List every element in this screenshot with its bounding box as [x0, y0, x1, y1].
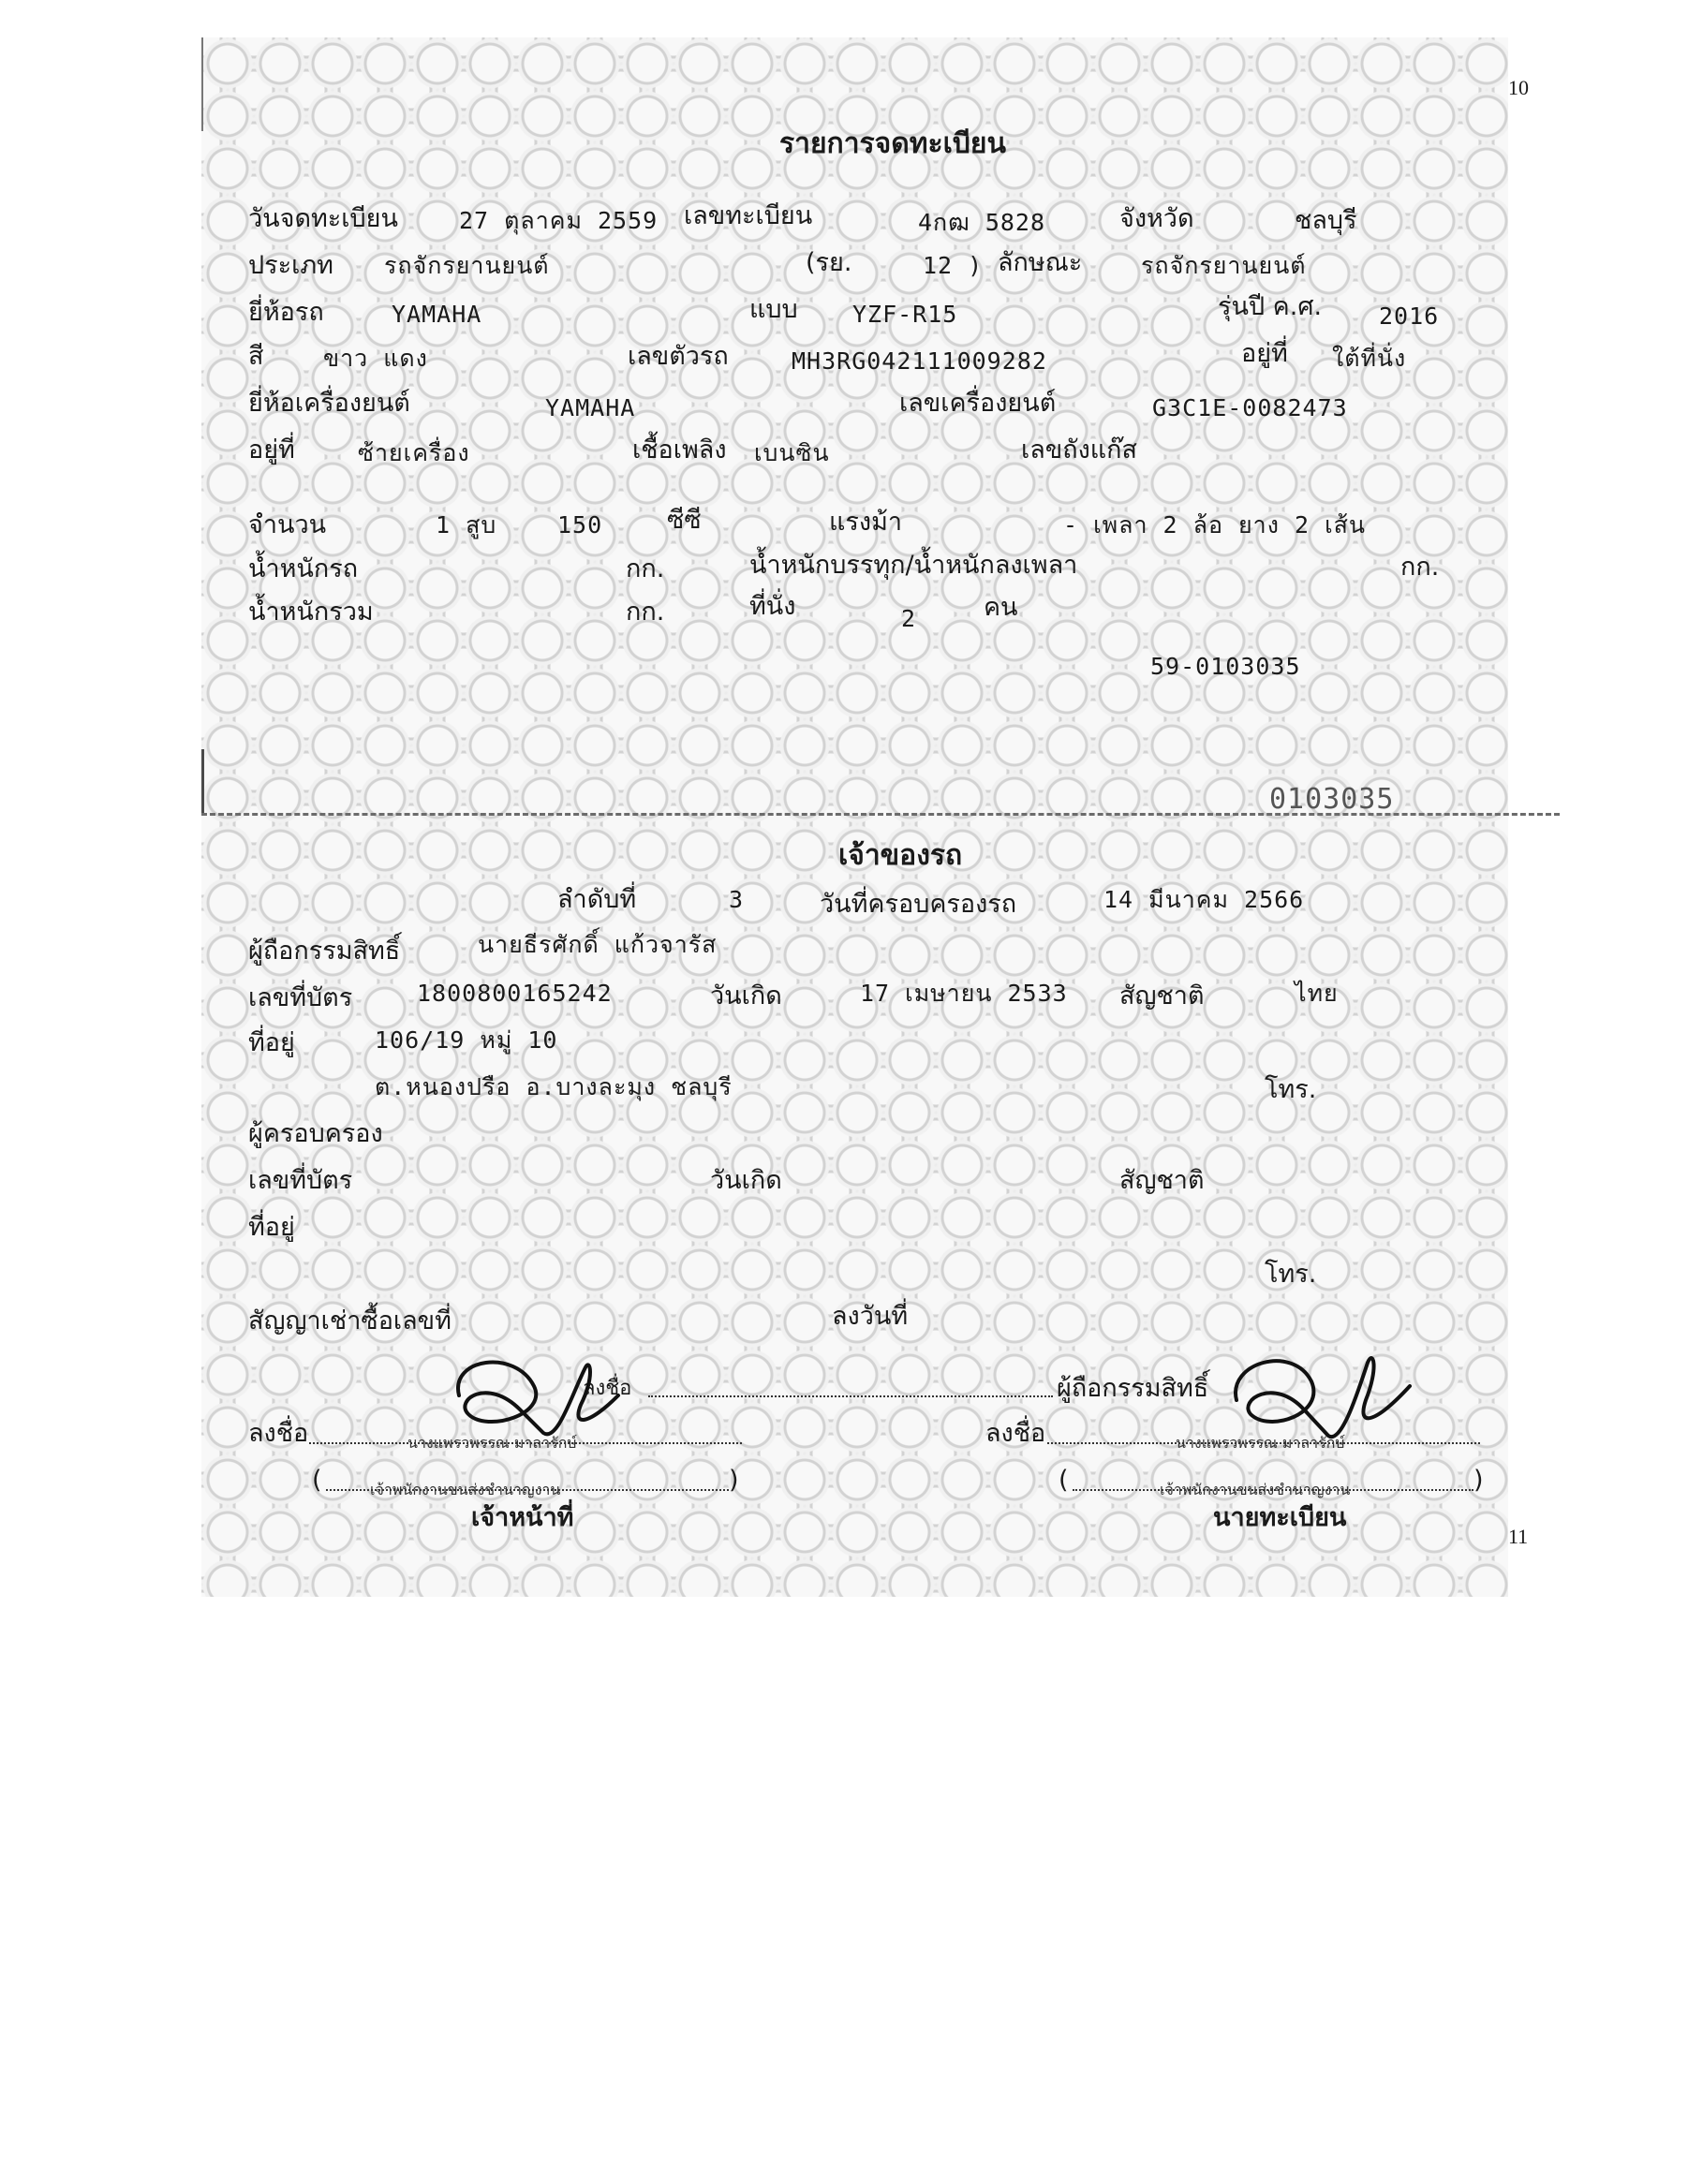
chassis-loc-label: อยู่ที่ [1241, 339, 1288, 368]
year-value: 2016 [1379, 303, 1440, 330]
gas-tank-label: เลขถังแก๊ส [1021, 435, 1137, 465]
seat-label: ที่นั่ง [749, 592, 796, 621]
phone-label: โทร. [1265, 1075, 1317, 1104]
hp-label: แรงม้า [829, 508, 903, 537]
left-close-paren: ) [729, 1466, 739, 1495]
nationality-label: สัญชาติ [1119, 981, 1205, 1011]
left-signer-role: เจ้าพนักงานขนส่งชำนาญงาน [370, 1481, 561, 1498]
dob-value: 17 เมษายน 2533 [860, 980, 1068, 1007]
year-label: รุ่นปี ค.ศ. [1218, 292, 1323, 321]
gross-weight-unit: กก. [626, 598, 665, 627]
model-label: แบบ [749, 295, 798, 324]
nationality-value: ไทย [1295, 980, 1339, 1007]
type-value: รถจักรยานยนต์ [384, 252, 550, 279]
right-sign-label: ลงชื่อ [985, 1419, 1046, 1448]
reg-date-value: 27 ตุลาคม 2559 [459, 207, 659, 234]
cut-corner-line [201, 749, 204, 815]
right-signature-image [1218, 1335, 1424, 1452]
left-sign-label: ลงชื่อ [248, 1419, 309, 1448]
id-label: เลขที่บัตร [248, 983, 353, 1012]
style-value: รถจักรยานยนต์ [1141, 252, 1307, 279]
cylinder-value: 1 สูบ [436, 511, 497, 539]
fuel-value: เบนซิน [754, 439, 830, 466]
load-label: น้ำหนักบรรทุก/น้ำหนักลงเพลา [749, 551, 1078, 580]
person-label: คน [984, 593, 1018, 622]
id-value: 1800800165242 [417, 980, 613, 1007]
owner-title: เจ้าของรถ [838, 839, 963, 872]
right-signer-name: นางแพรวพรรณ มาลารักษ์ [1176, 1434, 1345, 1452]
address-label: ที่อยู่ [248, 1028, 295, 1057]
reg-date-label: วันจดทะเบียน [248, 204, 398, 233]
right-close-paren: ) [1473, 1466, 1484, 1495]
left-signature-image [431, 1339, 637, 1452]
engine-no-value: G3C1E-0082473 [1152, 394, 1348, 421]
weight-label: น้ำหนักรถ [248, 554, 359, 583]
possessor-address-label: ที่อยู่ [248, 1213, 295, 1242]
engine-loc-value: ซ้ายเครื่อง [358, 439, 470, 466]
page-number-bottom: 11 [1508, 1525, 1529, 1548]
holder-sign-label: ลงชื่อ [583, 1377, 632, 1400]
holder-sign-dotted-line [648, 1395, 1053, 1397]
officer-title: เจ้าหน้าที่ [471, 1503, 574, 1532]
possessor-phone-label: โทร. [1265, 1260, 1317, 1289]
address-line1: 106/19 หมู่ 10 [375, 1026, 558, 1054]
type-label: ประเภท [248, 251, 333, 280]
cc-value: 150 [557, 511, 603, 539]
engine-brand-value: YAMAHA [545, 394, 636, 421]
province-value: ชลบุรี [1295, 206, 1357, 235]
chassis-loc-value: ใต้ที่นั่ง [1332, 345, 1407, 372]
color-value: ขาว แดง [323, 345, 428, 372]
engine-loc-label: อยู่ที่ [248, 435, 295, 465]
address-line2: ต.หนองปรือ อ.บางละมุง ชลบุรี [375, 1073, 733, 1100]
cc-label: ซีซี [667, 506, 702, 535]
type-code-value: 12 ) [923, 252, 984, 279]
right-signer-role: เจ้าพนักงานขนส่งชำนาญงาน [1160, 1481, 1351, 1498]
count-label: จำนวน [248, 510, 327, 539]
holder-value: นายธีรศักดิ์ แก้วจารัส [478, 931, 718, 958]
engine-brand-label: ยี่ห้อเครื่องยนต์ [248, 389, 410, 418]
possessor-id-label: เลขที่บัตร [248, 1166, 353, 1195]
fuel-label: เชื้อเพลิง [632, 435, 727, 465]
dob-label: วันเกิด [710, 981, 782, 1011]
sheet-edge [201, 37, 203, 131]
reg-no-value: 4กฒ 5828 [918, 209, 1046, 236]
contract-label: สัญญาเช่าซื้อเลขที่ [248, 1306, 452, 1335]
seat-value: 2 [901, 605, 917, 632]
contract-date-label: ลงวันที่ [832, 1302, 909, 1331]
style-label: ลักษณะ [998, 248, 1083, 277]
right-open-paren: ( [1059, 1466, 1069, 1495]
registration-title: รายการจดทะเบียน [779, 127, 1006, 160]
possessor-dob-label: วันเกิด [710, 1166, 782, 1195]
left-signer-name: นางแพรวพรรณ มาลารักษ์ [407, 1434, 577, 1452]
left-open-paren: ( [312, 1466, 322, 1495]
load-unit: กก. [1400, 553, 1440, 582]
holder-role: ผู้ถือกรรมสิทธิ์ [1057, 1374, 1209, 1403]
model-value: YZF-R15 [852, 301, 958, 328]
possessor-label: ผู้ครอบครอง [248, 1119, 383, 1148]
color-label: สี [248, 342, 264, 371]
reg-no-label: เลขทะเบียน [684, 201, 813, 230]
engine-no-label: เลขเครื่องยนต์ [899, 389, 1057, 418]
possess-date-label: วันที่ครอบครองรถ [820, 890, 1017, 919]
registrar-title: นายทะเบียน [1213, 1503, 1347, 1532]
weight-unit: กก. [626, 554, 665, 583]
brand-value: YAMAHA [392, 301, 482, 328]
holder-label: ผู้ถือกรรมสิทธิ์ [248, 937, 401, 966]
cut-stamp-number: 0103035 [1269, 783, 1395, 816]
brand-label: ยี่ห้อรถ [248, 298, 324, 327]
chassis-value: MH3RG042111009282 [792, 347, 1047, 375]
order-label: ลำดับที่ [557, 885, 637, 914]
type-code-open: (รย. [806, 248, 852, 277]
gross-weight-label: น้ำหนักรวม [248, 598, 374, 627]
possessor-nationality-label: สัญชาติ [1119, 1166, 1205, 1195]
axle-value: - เพลา 2 ล้อ ยาง 2 เส้น [1063, 511, 1366, 539]
document-number: 59-0103035 [1150, 653, 1301, 680]
chassis-label: เลขตัวรถ [628, 342, 729, 371]
province-label: จังหวัด [1119, 204, 1194, 233]
order-value: 3 [729, 886, 745, 913]
possess-date-value: 14 มีนาคม 2566 [1103, 886, 1305, 913]
page-number-top: 10 [1508, 76, 1529, 99]
